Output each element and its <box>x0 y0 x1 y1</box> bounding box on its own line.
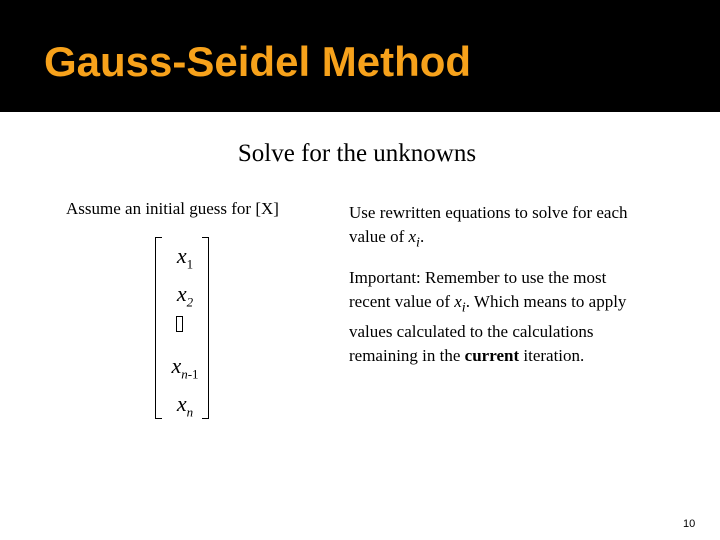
important-paragraph: Important: Remember to use the most recent value of $x_i$. Which means to apply values calculated to the calculations remaining in the current iteration. <box>349 268 627 365</box>
page-number: 10 <box>683 518 696 530</box>
slide-title: Gauss-Seidel Method <box>44 38 472 85</box>
matrix-entry-x2: $x_2$ <box>176 281 194 310</box>
right-bracket <box>202 237 209 419</box>
matrix-entry-x1: $x_1$ <box>176 243 194 272</box>
left-caption <box>66 199 279 219</box>
instruction-paragraph: Use rewritten equations to solve for each value of $x_i$. <box>349 203 628 251</box>
matrix-entry-xn-1: $x_{n-1}$ <box>171 353 199 382</box>
right-column <box>349 201 649 380</box>
left-caption-text: Assume an initial guess for [X] <box>66 199 279 218</box>
missing-glyph-box <box>176 316 183 332</box>
left-bracket <box>155 237 162 419</box>
matrix-entry-xn: $x_n$ <box>176 391 194 420</box>
slide-subtitle: Solve for the unknowns <box>237 140 477 167</box>
